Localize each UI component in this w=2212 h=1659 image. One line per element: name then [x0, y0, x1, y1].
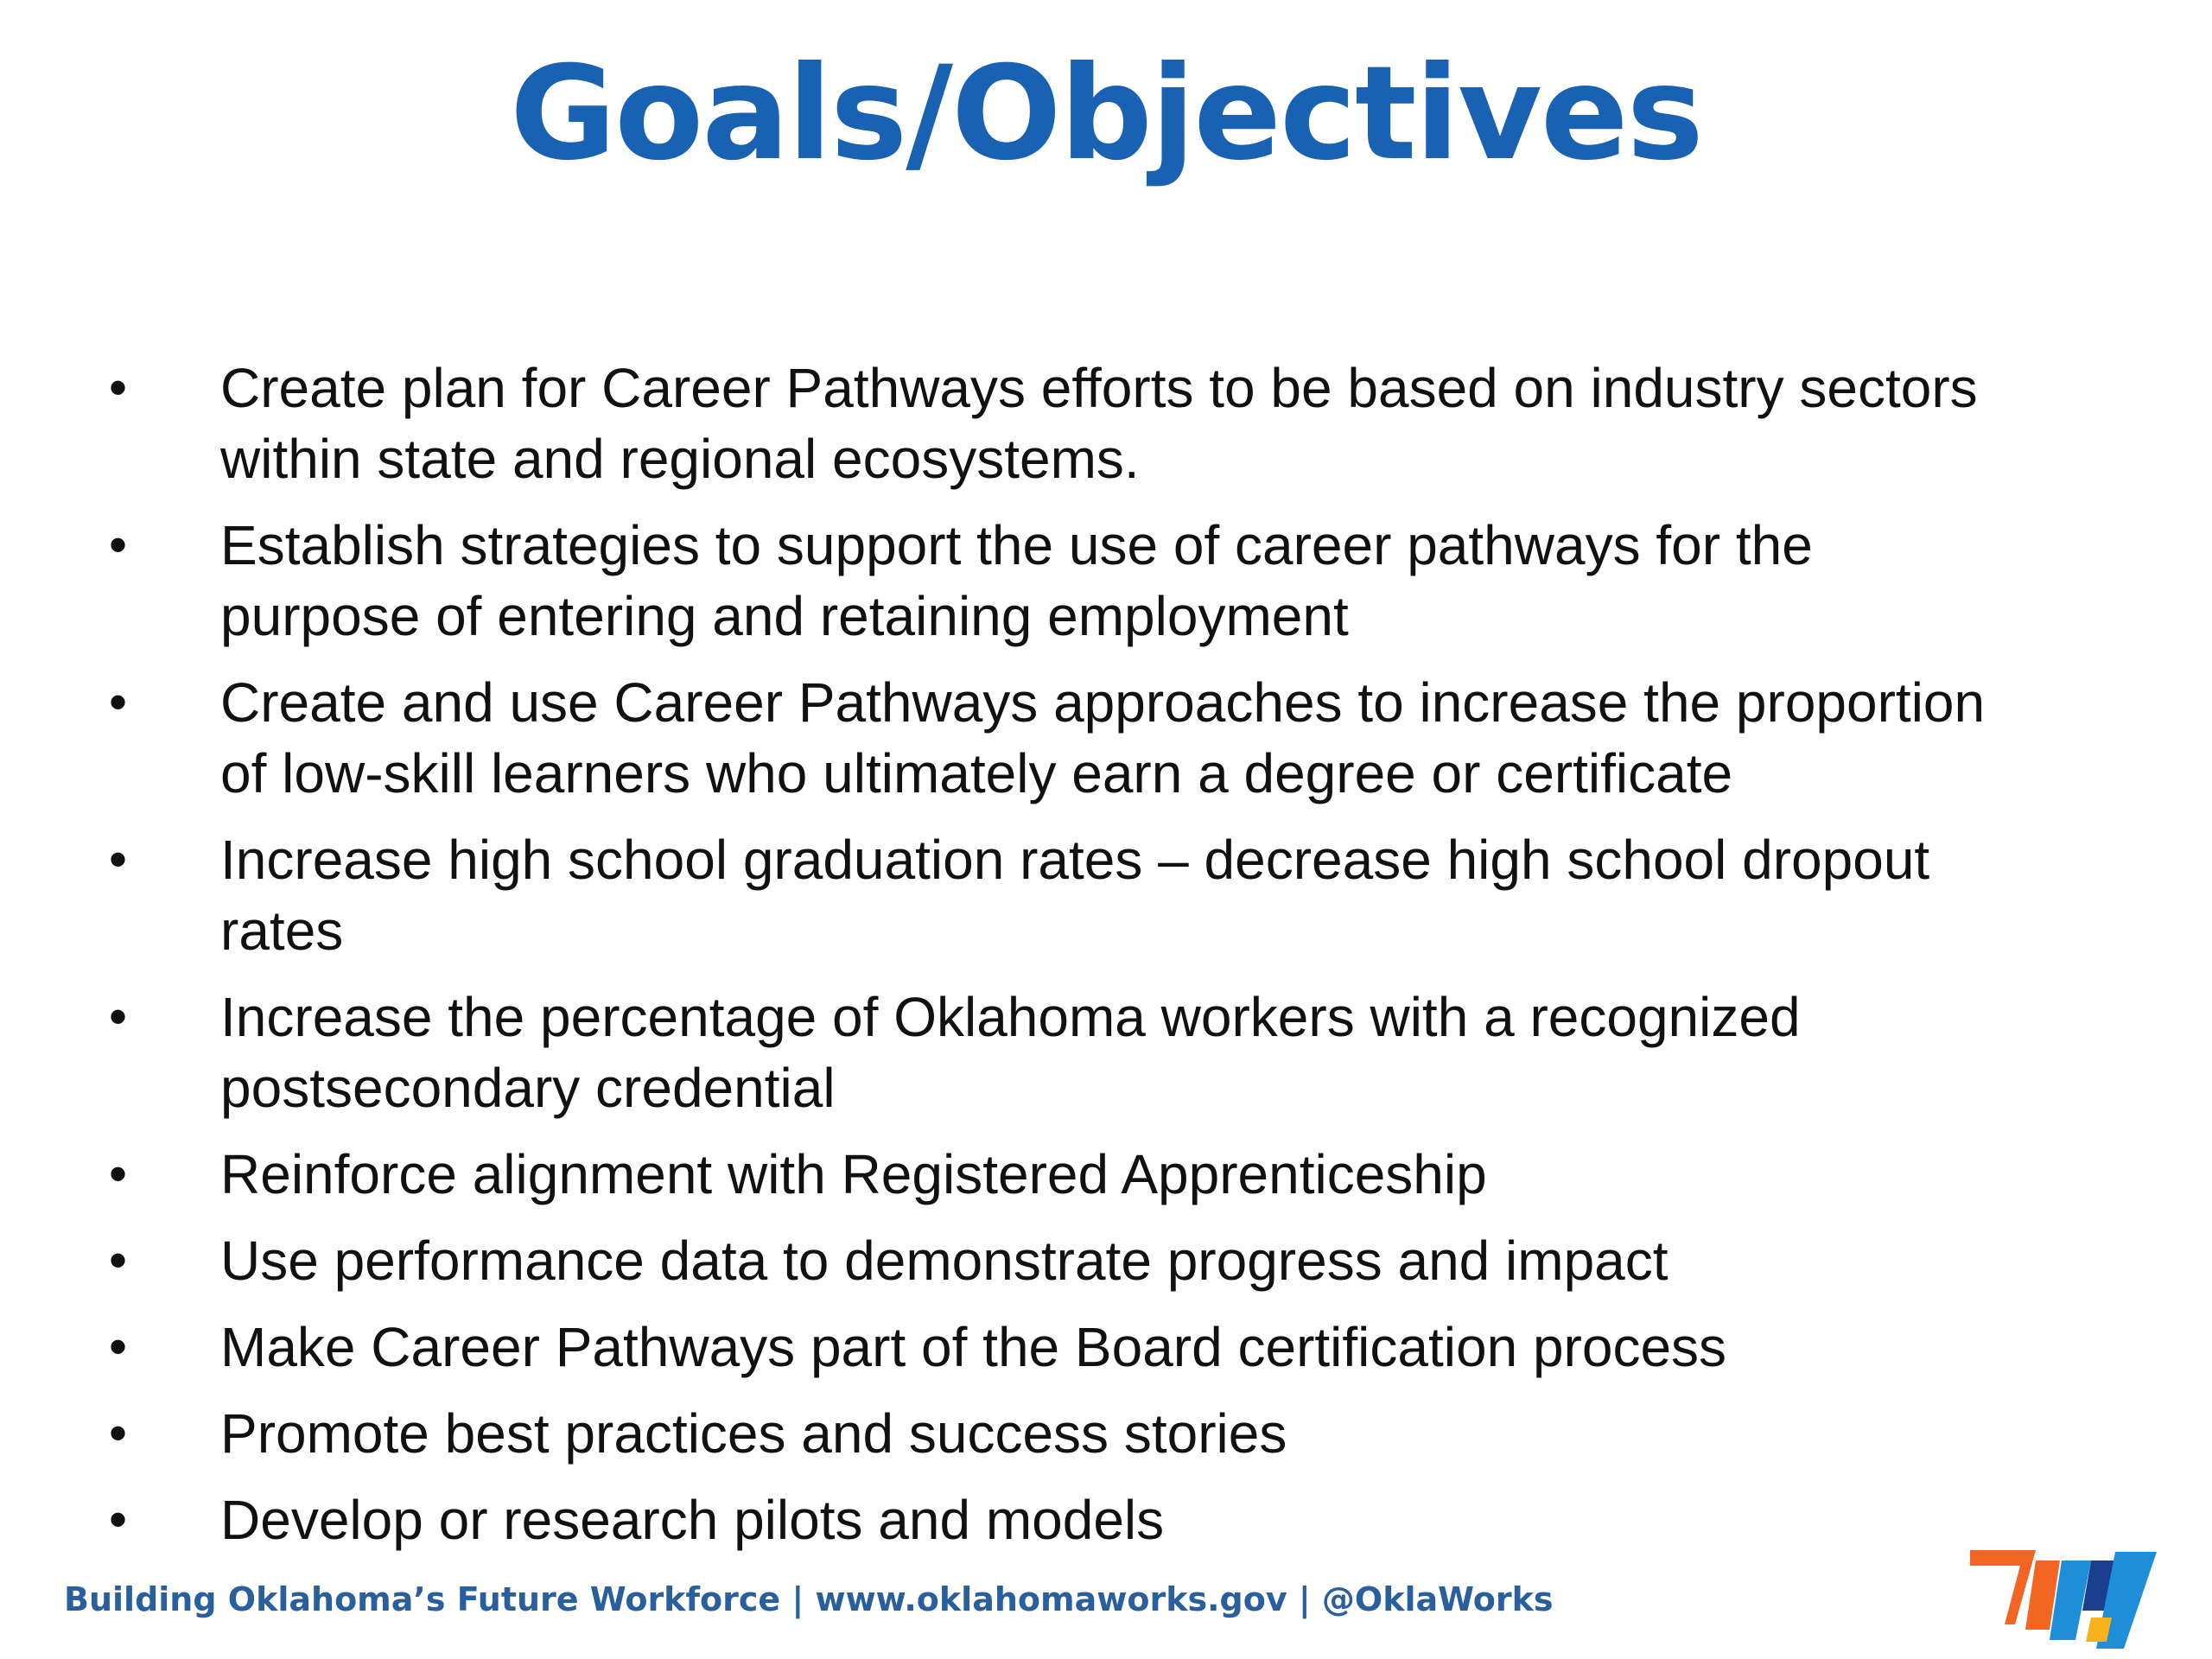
bullet-line: Develop or research pilots and models: [220, 1489, 1165, 1551]
bullet-dot-icon: •: [109, 673, 128, 731]
bullet-line: within state and regional ecosystems.: [220, 428, 1140, 490]
bullet-item: [104, 1139, 2126, 1210]
bullet-dot-icon: •: [109, 988, 128, 1046]
bullet-dot-icon: •: [109, 1318, 128, 1376]
bullet-dot-icon: •: [109, 1491, 128, 1548]
bullet-item: [104, 824, 2126, 966]
bullet-dot-icon: •: [109, 1404, 128, 1462]
bullet-line: Reinforce alignment with Registered Apprenticeship: [220, 1143, 1487, 1205]
bullet-item: [104, 667, 2126, 809]
bullet-line: Use performance data to demonstrate progress and impact: [220, 1230, 1669, 1292]
bullet-item: [104, 1312, 2126, 1382]
slide-title: Goals/Objectives: [510, 39, 1702, 189]
bullet-line: Make Career Pathways part of the Board certification process: [220, 1316, 1727, 1378]
goals-list: [104, 353, 2126, 1571]
bullet-line: Promote best practices and success stories: [220, 1402, 1287, 1465]
bullet-dot-icon: •: [109, 359, 128, 416]
footer-tagline: Building Oklahoma’s Future Workforce | www.oklahomaworks.gov | @OklaWorks: [64, 1580, 1554, 1618]
bullet-dot-icon: •: [109, 1231, 128, 1289]
bullet-line: Increase high school graduation rates – decrease high school dropout: [220, 829, 1930, 891]
bullet-item: [104, 1225, 2126, 1296]
bullet-dot-icon: •: [109, 1145, 128, 1203]
bullet-line: Increase the percentage of Oklahoma workers with a recognized: [220, 986, 1801, 1048]
bullet-line: Create plan for Career Pathways efforts to be based on industry sectors: [220, 357, 1978, 419]
bullet-item: [104, 982, 2126, 1123]
bullet-dot-icon: •: [109, 830, 128, 888]
bullet-item: [104, 353, 2126, 494]
bullet-line: Create and use Career Pathways approaches to increase the proportion: [220, 671, 1986, 734]
oklahoma-works-logo-icon: [1961, 1545, 2186, 1657]
bullet-item: [104, 1398, 2126, 1469]
bullet-dot-icon: •: [109, 516, 128, 574]
bullet-item: [104, 510, 2126, 652]
bullet-line: purpose of entering and retaining employment: [220, 585, 1349, 647]
bullet-line: Establish strategies to support the use of career pathways for the: [220, 514, 1813, 576]
bullet-item: [104, 1484, 2126, 1555]
bullet-line: of low-skill learners who ultimately earn a degree or certificate: [220, 742, 1733, 804]
bullet-line: rates: [220, 899, 344, 962]
bullet-line: postsecondary credential: [220, 1057, 836, 1119]
